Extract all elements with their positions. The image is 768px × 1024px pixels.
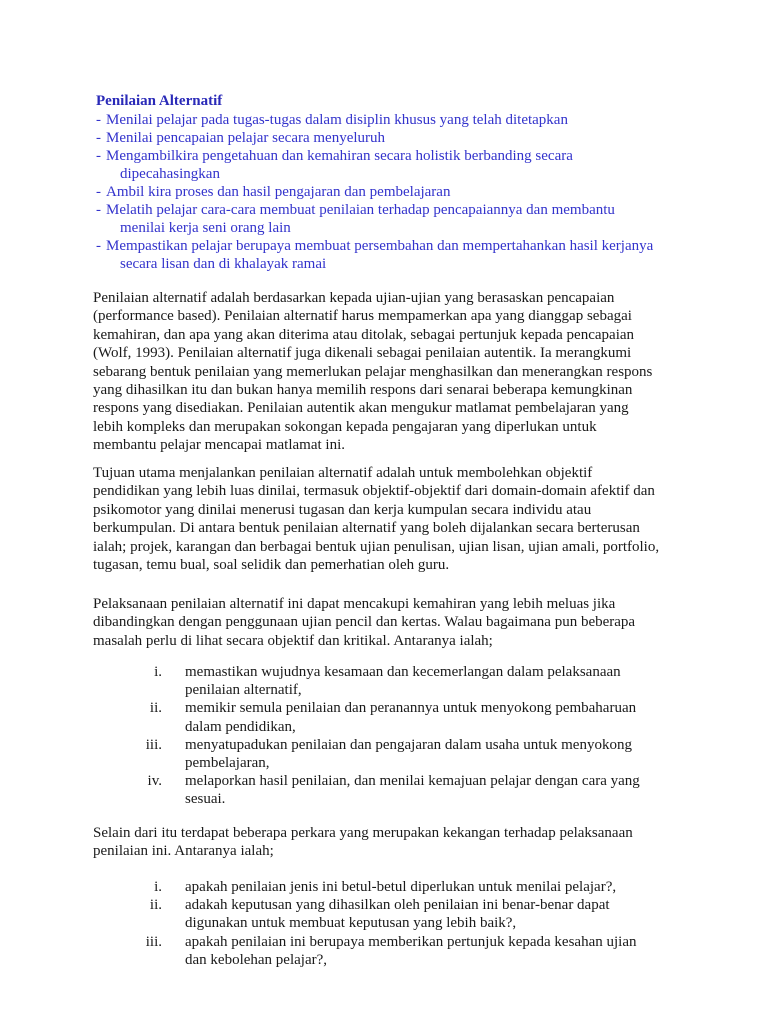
paragraph-line: Tujuan utama menjalankan penilaian alternatif adalah untuk membolehkan objektif (93, 465, 593, 481)
paragraph-line: psikomotor yang dinilai menerusi tugasan dan kerja kumpulan secara individu atau (93, 501, 592, 518)
paragraph-line: membantu pelajar mencapai matlamat ini. (93, 437, 345, 454)
bullet-text: Mengambilkira pengetahuan dan kemahiran secara holistik berbanding secara (106, 148, 573, 164)
list-item (140, 736, 680, 772)
paragraph-line: sebarang bentuk penilaian yang memerlukan pelajar menghasilkan dan menerangkan respons (93, 363, 653, 380)
section-bullet-item (96, 111, 716, 129)
list-item-text: pembelajaran, (185, 755, 270, 772)
dash-bullet-icon: - (96, 112, 101, 128)
paragraph-line: ialah; projek, karangan dan berbagai bentuk ujian penulisan, ujian lisan, ujian amali, portfolio, (93, 538, 660, 555)
list-item-text: apakah penilaian jenis ini betul-betul diperlukan untuk menilai pelajar?, (185, 879, 617, 895)
list-item-number: iii. (145, 933, 162, 950)
dash-bullet-icon: - (96, 184, 101, 200)
dash-bullet-icon: - (96, 238, 101, 254)
dash-bullet-icon: - (96, 148, 101, 164)
list-item-number: i. (154, 879, 162, 895)
problems-list (140, 663, 680, 809)
section-bullet-list (96, 111, 716, 273)
list-item (140, 878, 680, 896)
section-bullet-item (96, 183, 716, 201)
paragraph-line: kemahiran, dan apa yang akan diterima atau ditolak, sebagai pertunjuk kepada pencapaian (93, 326, 635, 343)
section-bullet-item (96, 237, 716, 273)
paragraph-2 (93, 464, 693, 574)
list-item (140, 772, 680, 808)
list-item-number: ii. (149, 700, 162, 717)
paragraph-line: tugasan, temu bual, soal selidik dan pemerhatian oleh guru. (93, 557, 450, 574)
list-item (140, 896, 680, 932)
list-item (140, 933, 680, 969)
constraints-list (140, 878, 680, 969)
paragraph-line: Penilaian alternatif adalah berdasarkan kepada ujian-ujian yang berasaskan pencapaian (93, 290, 615, 306)
bullet-text-continued: dipecahasingkan (120, 166, 220, 182)
paragraph-line: penilaian ini. Antaranya ialah; (93, 843, 274, 860)
list-item (140, 663, 680, 699)
paragraph-line: (performance based). Penilaian alternatif harus mempamerkan apa yang dianggap sebagai (93, 308, 632, 325)
section-bullet-item (96, 201, 716, 237)
list-item-text: apakah penilaian ini berupaya memberikan pertunjuk kepada kesahan ujian (185, 933, 637, 950)
list-item-number: iii. (145, 736, 162, 753)
bullet-text: Ambil kira proses dan hasil pengajaran dan pembelajaran (106, 184, 451, 200)
list-item-number: ii. (149, 897, 162, 914)
list-item-text: dan kebolehan pelajar?, (185, 951, 328, 968)
list-item-number: i. (154, 664, 162, 680)
section-title: Penilaian Alternatif (96, 93, 223, 109)
bullet-text: Menilai pelajar pada tugas-tugas dalam disiplin khusus yang telah ditetapkan (106, 112, 568, 128)
paragraph-line: Pelaksanaan penilaian alternatif ini dapat mencakupi kemahiran yang lebih meluas jika (93, 596, 616, 612)
dash-bullet-icon: - (96, 202, 101, 218)
list-item (140, 699, 680, 735)
paragraph-3 (93, 595, 693, 650)
section-bullet-item (96, 129, 716, 147)
paragraph-line: Selain dari itu terdapat beberapa perkara yang merupakan kekangan terhadap pelaksanaan (93, 825, 633, 841)
list-item-text: sesuai. (185, 791, 226, 808)
section-bullet-item (96, 147, 716, 183)
list-item-text: memastikan wujudnya kesamaan dan kecemerlangan dalam pelaksanaan (185, 664, 621, 680)
bullet-text-continued: menilai kerja seni orang lain (120, 220, 291, 236)
bullet-text: Mempastikan pelajar berupaya membuat persembahan dan mempertahankan hasil kerjanya (106, 238, 654, 254)
list-item-text: melaporkan hasil penilaian, dan menilai kemajuan pelajar dengan cara yang (185, 773, 640, 790)
paragraph-line: (Wolf, 1993). Penilaian alternatif juga dikenali sebagai penilaian autentik. Ia merangkumi (93, 345, 632, 362)
list-item-text: dalam pendidikan, (185, 718, 296, 735)
list-item-text: memikir semula penilaian dan peranannya untuk menyokong pembaharuan (185, 700, 637, 717)
list-item-text: digunakan untuk membuat keputusan yang lebih baik?, (185, 915, 517, 932)
bullet-text: Melatih pelajar cara-cara membuat penilaian terhadap pencapaiannya dan membantu (106, 202, 615, 218)
paragraph-line: pendidikan yang lebih luas dinilai, termasuk objektif-objektif dari domain-domain afektif dan (93, 483, 655, 500)
paragraph-1 (93, 289, 693, 455)
alternative-assessment-section (96, 92, 716, 273)
paragraph-line: lebih kompleks dan merupakan sokongan kepada pengajaran yang diperlukan untuk (93, 418, 597, 435)
list-item-text: menyatupadukan penilaian dan pengajaran dalam usaha untuk menyokong (185, 736, 632, 753)
paragraph-line: yang dihasilkan itu dan bukan hanya memilih respons dari senarai beberapa kemungkinan (93, 382, 633, 399)
bullet-text-continued: secara lisan dan di khalayak ramai (120, 256, 327, 272)
list-item-text: adakah keputusan yang dihasilkan oleh penilaian ini benar-benar dapat (185, 897, 610, 914)
dash-bullet-icon: - (96, 130, 101, 146)
paragraph-4 (93, 824, 693, 861)
list-item-number: iv. (147, 773, 162, 790)
list-item-text: penilaian alternatif, (185, 682, 302, 699)
paragraph-line: respons yang disediakan. Penilaian autentik akan mengukur matlamat pembelajaran yang (93, 400, 629, 417)
paragraph-line: dibandingkan dengan penggunaan ujian pencil dan kertas. Walau bagaimana pun beberapa (93, 614, 636, 631)
paragraph-line: masalah perlu di lihat secara objektif dan kritikal. Antaranya ialah; (93, 632, 493, 649)
bullet-text: Menilai pencapaian pelajar secara menyeluruh (106, 130, 386, 146)
paragraph-line: berkumpulan. Di antara bentuk penilaian alternatif yang boleh dijalankan secara berterusan (93, 520, 640, 537)
